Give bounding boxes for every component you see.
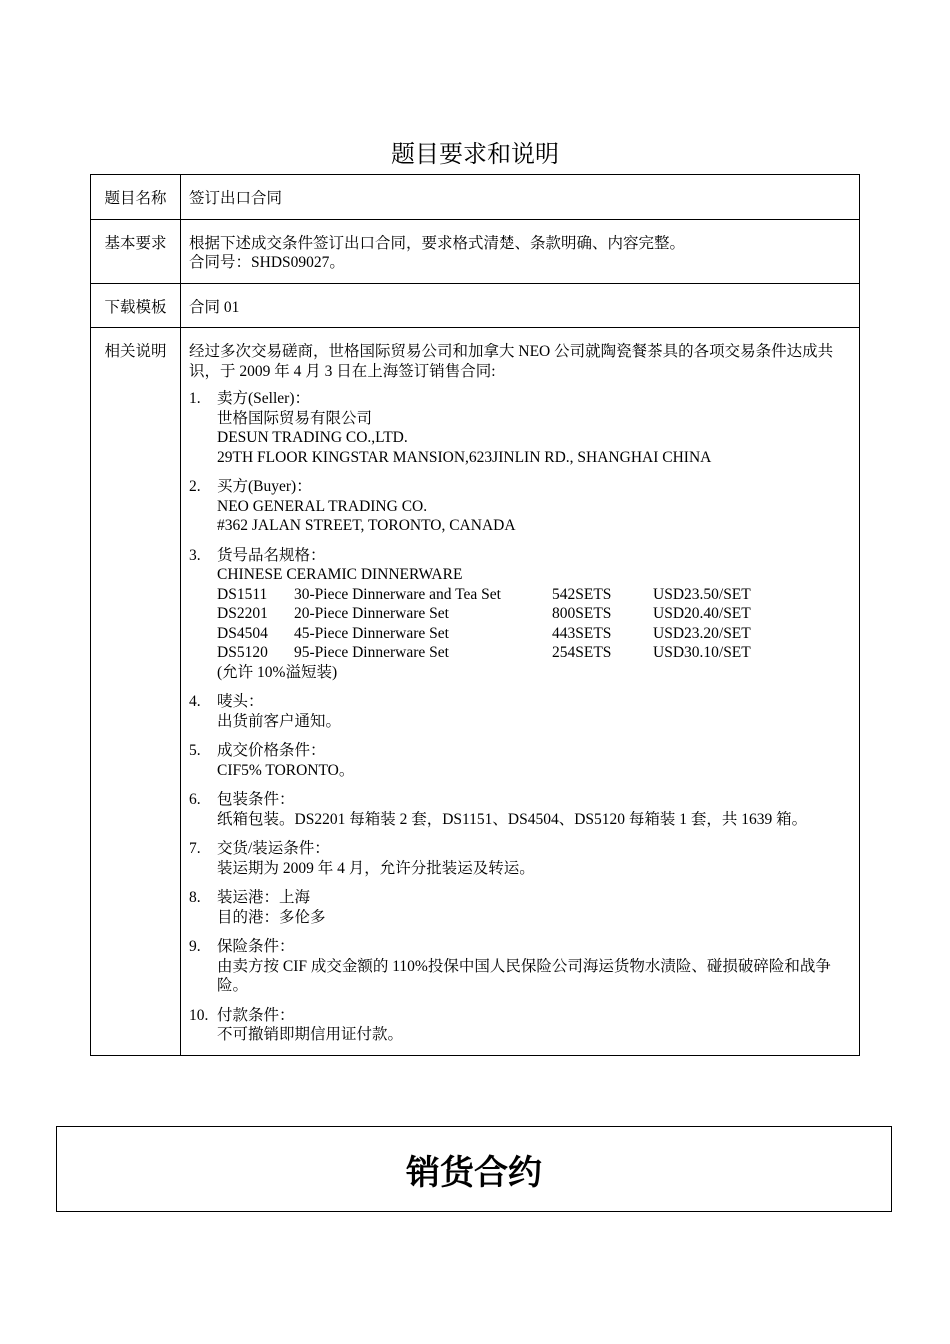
- goods-code: DS1511: [217, 585, 268, 603]
- notes-cell: [181, 328, 860, 1056]
- goods-desc: 45-Piece Dinnerware Set: [294, 624, 449, 642]
- contract-number: 合同号：SHDS09027。: [189, 254, 345, 271]
- term-line: 装运港：上海: [217, 889, 311, 906]
- terms-list: [189, 389, 853, 1045]
- term-line: 卖方(Seller)：: [217, 390, 310, 407]
- term-number: 6.: [189, 791, 201, 808]
- term-line: 买方(Buyer)：: [217, 478, 312, 495]
- term-line: 成交价格条件：: [217, 742, 326, 759]
- term-number: 3.: [189, 546, 201, 564]
- term-line: 付款条件：: [217, 1006, 295, 1024]
- contract-title: 销货合约: [406, 1152, 542, 1193]
- term-item: [189, 937, 853, 996]
- goods-qty: 800SETS: [552, 605, 612, 622]
- template-link[interactable]: 合同 01: [181, 283, 860, 328]
- requirement-cell: [181, 219, 860, 283]
- term-item: [189, 839, 853, 878]
- goods-row: [217, 624, 751, 644]
- goods-price: USD20.40/SET: [653, 605, 751, 622]
- term-line: 出货前客户通知。: [217, 712, 342, 730]
- goods-category: CHINESE CERAMIC DINNERWARE: [217, 566, 463, 583]
- term-item: [189, 790, 853, 829]
- contract-title-box: [56, 1126, 892, 1212]
- term-number: 2.: [189, 478, 201, 495]
- term-body: [217, 937, 853, 996]
- goods-price: USD30.10/SET: [653, 644, 751, 661]
- notes-intro: 经过多次交易磋商，世格国际贸易公司和加拿大 NEO 公司就陶瓷餐茶具的各项交易条件达成共识，于 2009 年 4 月 3 日在上海签订销售合同:: [189, 343, 834, 380]
- goods-qty: 542SETS: [552, 585, 612, 603]
- term-number: 5.: [189, 742, 201, 759]
- term-line: 装运期为 2009 年 4 月，允许分批装运及转运。: [217, 859, 535, 877]
- term-line: 交货/装运条件：: [217, 840, 330, 857]
- term-number: 9.: [189, 938, 201, 955]
- row-label: 下载模板: [91, 283, 181, 328]
- term-line: 由卖方按 CIF 成交金额的 110%投保中国人民保险公司海运货物水渍险、碰损破碎险和战争险。: [217, 957, 831, 994]
- term-line: 保险条件：: [217, 938, 295, 955]
- row-topic-name: [91, 175, 860, 220]
- goods-row: [217, 604, 751, 624]
- term-item: [189, 477, 853, 536]
- row-basic-requirement: [91, 219, 860, 283]
- term-body: [217, 741, 853, 780]
- term-number: 1.: [189, 390, 201, 407]
- term-line: 货号品名规格：: [217, 546, 326, 564]
- term-body: [217, 790, 853, 829]
- term-line: CIF5% TORONTO。: [217, 761, 355, 779]
- term-body: [217, 692, 853, 731]
- term-line: 唛头：: [217, 693, 264, 710]
- term-line: 目的港：多伦多: [217, 908, 326, 926]
- page-title: 题目要求和说明: [391, 140, 559, 168]
- term-number: 4.: [189, 693, 201, 710]
- requirements-table: [90, 174, 860, 1056]
- goods-table: [217, 585, 751, 663]
- term-body: [217, 546, 853, 683]
- tolerance-note: (允许 10%溢短装): [217, 663, 338, 681]
- term-item: [189, 888, 853, 927]
- goods-qty: 443SETS: [552, 624, 612, 642]
- term-line: 29TH FLOOR KINGSTAR MANSION,623JINLIN RD., SHANGHAI CHINA: [217, 448, 712, 466]
- term-item: [189, 546, 853, 683]
- term-line: NEO GENERAL TRADING CO.: [217, 497, 428, 515]
- term-item: [189, 692, 853, 731]
- goods-desc: 20-Piece Dinnerware Set: [294, 605, 449, 622]
- row-label: 题目名称: [91, 175, 181, 220]
- term-line: #362 JALAN STREET, TORONTO, CANADA: [217, 517, 516, 534]
- term-line: 不可撤销即期信用证付款。: [217, 1026, 404, 1043]
- term-line: 世格国际贸易有限公司: [217, 409, 373, 427]
- goods-code: DS2201: [217, 605, 268, 622]
- term-body: [217, 839, 853, 878]
- term-item: [189, 741, 853, 780]
- goods-row: [217, 643, 751, 663]
- topic-name-value: 签订出口合同: [181, 175, 860, 220]
- goods-code: DS4504: [217, 624, 268, 642]
- goods-price: USD23.50/SET: [653, 585, 751, 603]
- row-label: 基本要求: [91, 219, 181, 283]
- requirement-line: 根据下述成交条件签订出口合同，要求格式清楚、条款明确、内容完整。: [189, 234, 686, 252]
- term-number: 8.: [189, 889, 201, 906]
- row-label: 相关说明: [91, 328, 181, 1056]
- term-number: 7.: [189, 840, 201, 857]
- goods-qty: 254SETS: [552, 644, 612, 661]
- goods-row: [217, 585, 751, 605]
- term-body: [217, 477, 853, 536]
- goods-code: DS5120: [217, 644, 268, 661]
- term-item: [189, 1006, 853, 1045]
- goods-price: USD23.20/SET: [653, 624, 751, 642]
- term-line: 包装条件：: [217, 791, 295, 808]
- term-body: [217, 1006, 853, 1045]
- term-line: DESUN TRADING CO.,LTD.: [217, 429, 408, 446]
- goods-desc: 30-Piece Dinnerware and Tea Set: [294, 585, 501, 603]
- term-item: [189, 389, 853, 467]
- term-number: 10.: [189, 1006, 209, 1024]
- term-body: [217, 888, 853, 927]
- term-line: 纸箱包装。DS2201 每箱装 2 套，DS1151、DS4504、DS5120 每箱装 1 套，共 1639 箱。: [217, 810, 808, 828]
- row-download-template: [91, 283, 860, 328]
- row-related-notes: [91, 328, 860, 1056]
- goods-desc: 95-Piece Dinnerware Set: [294, 644, 449, 661]
- term-body: [217, 389, 853, 467]
